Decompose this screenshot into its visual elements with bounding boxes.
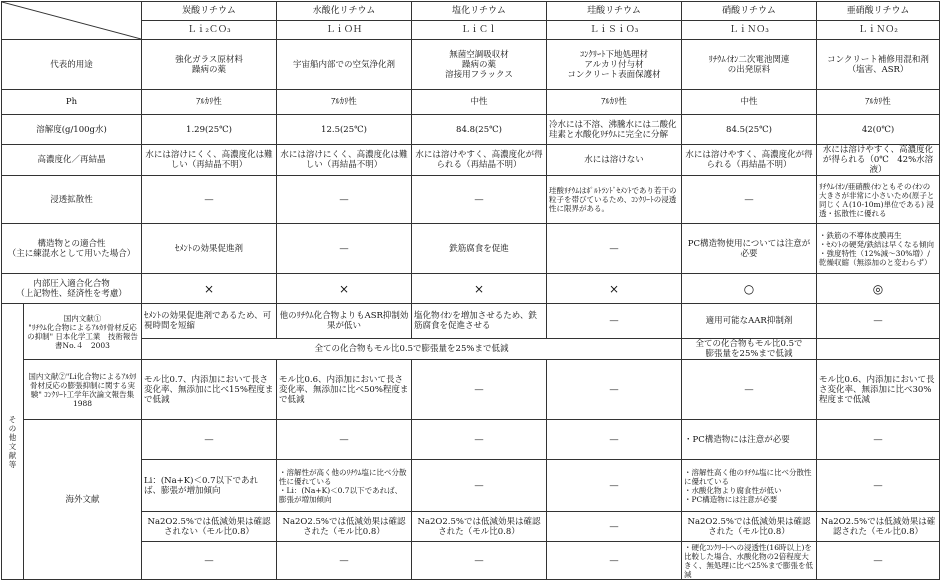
permeability-cell: 珪酸ﾘﾁｳﾑはﾎﾟﾙﾄﾗﾝﾄﾞｾﾒﾝﾄであり若干の粒子を帯びているため、ｺﾝｸﾘｰﾄの浸透性に限界がある。: [547, 176, 682, 224]
compound-formula: ＬｉＮＯ₂: [817, 21, 940, 40]
solubility-cell: 84.8(25℃): [412, 115, 547, 145]
row-label-compatibility: 構造物との適合性 （主に練混水として用いた場合）: [2, 224, 142, 274]
overseas-cell: Na2O2.5%では低減効果は確認された（モル比0.8）: [277, 512, 412, 542]
permeability-cell: ﾘﾁｳﾑｲｵﾝ/亜硝酸ｲｵﾝともそのｲｵﾝの大きさが非常に小さいため(原子と同じくＡ(10-10m)単位である) 浸透・拡散性に優れる: [817, 176, 940, 224]
ph-cell: ｱﾙｶﾘ性: [277, 90, 412, 115]
solubility-cell: 42(0℃): [817, 115, 940, 145]
permeability-cell: ―: [682, 176, 817, 224]
row-label-injection: 内部圧入適合化合物 （上記物性、経済性を考慮）: [2, 274, 142, 304]
domestic1-merged-summary-2: 全ての化合物もモル比0.5で 膨張量を25%まで低減: [682, 339, 817, 360]
compound-formula: ＬｉＮＯ₃: [682, 21, 817, 40]
row-label-ph: Ph: [2, 90, 142, 115]
overseas-cell: ―: [142, 420, 277, 460]
compound-name: 亜硝酸リチウム: [817, 2, 940, 21]
compound-formula: ＬｉＳｉＯ₃: [547, 21, 682, 40]
ph-cell: ｱﾙｶﾘ性: [817, 90, 940, 115]
permeability-cell: ―: [277, 176, 412, 224]
uses-cell: 宇宙船内部での空気浄化剤: [277, 40, 412, 90]
overseas-cell: ・溶解性高く他のﾘﾁｳﾑ塩に比べ分散性に優れている ・水酸化物より腐食性が低い ・PC構造物には注意が必要: [682, 460, 817, 512]
compound-name: 水酸化リチウム: [277, 2, 412, 21]
overseas-cell: Li：(Na+K)＜0.7以下であれば、膨張が増加傾向: [142, 460, 277, 512]
compound-name: 炭酸リチウム: [142, 2, 277, 21]
compound-name: 珪酸リチウム: [547, 2, 682, 21]
compatibility-cell: ｾﾒﾝﾄの効果促進剤: [142, 224, 277, 274]
compatibility-cell: 鉄筋腐食を促進: [412, 224, 547, 274]
overseas-cell: ―: [547, 460, 682, 512]
ph-cell: 中性: [682, 90, 817, 115]
injection-mark: ◎: [817, 274, 940, 304]
injection-mark: ○: [682, 274, 817, 304]
overseas-cell: Na2O2.5%では低減効果は確認された（モル比0.8）: [682, 512, 817, 542]
overseas-cell: ―: [412, 460, 547, 512]
overseas-cell: ―: [817, 460, 940, 512]
domestic1-cell: 他のﾘﾁｳﾑ化合物よりもASR抑制効果が低い: [277, 304, 412, 339]
ph-cell: ｱﾙｶﾘ性: [547, 90, 682, 115]
compatibility-cell: ・鉄筋の不導体皮膜再生 ・ｾﾒﾝﾄの硬発/鉄結は早くなる傾向 ・強度特性（12%減～30%増）/乾燥収縮（無添加のと変わらず）: [817, 224, 940, 274]
uses-cell: 無菌空調吸収材 躁病の薬 溶接用フラックス: [412, 40, 547, 90]
permeability-cell: ―: [412, 176, 547, 224]
overseas-cell: ・PC構造物には注意が必要: [682, 420, 817, 460]
compatibility-cell: ―: [277, 224, 412, 274]
domestic1-cell: 塩化物ｲｵﾝを増加させるため、鉄筋腐食を促進させる: [412, 304, 547, 339]
concentration-cell: 水には溶けやすく、高濃度化が得られる（再結晶不明）: [682, 145, 817, 176]
overseas-cell: ―: [412, 542, 547, 580]
row-label-concentration: 高濃度化／再結晶: [2, 145, 142, 176]
domestic2-cell: ―: [412, 360, 547, 420]
concentration-cell: 水には溶けやすく、高濃度化が得られる（再結晶不明）: [412, 145, 547, 176]
injection-mark: ×: [412, 274, 547, 304]
overseas-cell: Na2O2.5%では低減効果は確認された（モル比0.8）: [817, 512, 940, 542]
overseas-cell: ―: [547, 420, 682, 460]
overseas-cell: ―: [412, 420, 547, 460]
overseas-cell: ・硬化ｺﾝｸﾘｰﾄへの浸透性(16時以上)を比較した場合、水酸化物の2倍程度大きく、無処理に比べ25%まで膨張を低減: [682, 542, 817, 580]
overseas-cell: ―: [817, 420, 940, 460]
overseas-cell: ―: [547, 512, 682, 542]
row-label-permeability: 浸透拡散性: [2, 176, 142, 224]
domestic-literature-2-label: 国内文献②"Li化合物によるｱﾙｶﾘ骨材反応の膨張抑制に関する実験" ｺﾝｸﾘｰﾄ工学年次論文報告集1988: [24, 360, 142, 420]
compound-name: 硝酸リチウム: [682, 2, 817, 21]
concentration-cell: 水には溶けにくく、高濃度化は難しい（再結晶不明）: [142, 145, 277, 176]
overseas-literature-label: 海外文献: [24, 420, 142, 580]
domestic2-cell: ―: [547, 360, 682, 420]
concentration-cell: 水には溶けにくく、高濃度化は難しい（再結晶不明）: [277, 145, 412, 176]
domestic1-merged-summary: 全ての化合物もモル比0.5で膨張量を25%まで低減: [142, 339, 682, 360]
compound-name: 塩化リチウム: [412, 2, 547, 21]
lithium-compound-comparison-table: [1, 1, 940, 580]
domestic-literature-1-label: 国内文献① "ﾘﾁｳﾑ化合物によるｱﾙｶﾘ骨材反応の抑制" 日本化学工業 技術報告書No.４ 2003: [24, 304, 142, 360]
overseas-cell: ―: [547, 542, 682, 580]
domestic2-cell: ―: [682, 360, 817, 420]
injection-mark: ×: [142, 274, 277, 304]
solubility-cell: 冷水には不溶、沸騰水には二酸化珪素と水酸化ﾘﾁｳﾑに完全に分解: [547, 115, 682, 145]
compound-formula: Ｌｉ₂ＣＯ₃: [142, 21, 277, 40]
domestic2-cell: モル比0.7、内添加において長さ変化率、無添加に比べ15%程度まで低減: [142, 360, 277, 420]
domestic2-cell: モル比0.6、内添加において長さ変化率、無添加に比べ30%程度まで低減: [817, 360, 940, 420]
solubility-cell: 84.5(25℃): [682, 115, 817, 145]
domestic1-cell: ―: [547, 304, 682, 339]
compatibility-cell: PC構造物使用については注意が必要: [682, 224, 817, 274]
uses-cell: コンクリート補修用混和剤 （塩害、ASR）: [817, 40, 940, 90]
overseas-cell: Na2O2.5%では低減効果は確認された（モル比0.8）: [412, 512, 547, 542]
overseas-cell: ―: [277, 542, 412, 580]
injection-mark: ×: [547, 274, 682, 304]
overseas-cell: ・溶解性が高く他のﾘﾁｳﾑ塩に比べ分散性に優れている ・Li：(Na+K)＜0.7以下であれば、膨張が増加傾向: [277, 460, 412, 512]
domestic1-cell: ―: [817, 304, 940, 339]
compatibility-cell: ―: [547, 224, 682, 274]
compound-formula: ＬｉＣｌ: [412, 21, 547, 40]
injection-mark: ×: [277, 274, 412, 304]
permeability-cell: ―: [142, 176, 277, 224]
row-label-solubility: 溶解度(g/100g水): [2, 115, 142, 145]
compound-formula: ＬｉＯＨ: [277, 21, 412, 40]
uses-cell: 強化ガラス原材料 躁病の薬: [142, 40, 277, 90]
concentration-cell: 水には溶けない: [547, 145, 682, 176]
uses-cell: ﾘﾁｳﾑｲｵﾝ二次電池関連 の出発原料: [682, 40, 817, 90]
uses-cell: ｺﾝｸﾘｰﾄ下地処理材 アルカリ付与材 コンクリート表面保護材: [547, 40, 682, 90]
diagonal-line: [2, 2, 141, 39]
overseas-cell: ―: [142, 542, 277, 580]
domestic2-cell: モル比0.6、内添加において長さ変化率、無添加に比べ50%程度まで低減: [277, 360, 412, 420]
ph-cell: ｱﾙｶﾘ性: [142, 90, 277, 115]
ph-cell: 中性: [412, 90, 547, 115]
domestic1-cell: ｾﾒﾝﾄの効果促進剤であるため、可視時間を短縮: [142, 304, 277, 339]
row-label-uses: 代表的用途: [2, 40, 142, 90]
solubility-cell: 1.29(25℃): [142, 115, 277, 145]
header-corner-cell: [2, 2, 142, 40]
solubility-cell: 12.5(25℃): [277, 115, 412, 145]
domestic1-cell: 適用可能なAAR抑制剤: [682, 304, 817, 339]
overseas-cell: ―: [277, 420, 412, 460]
overseas-cell: Na2O2.5%では低減効果は確認されない（モル比0.8）: [142, 512, 277, 542]
concentration-cell: 水には溶けやすく、高濃度化が得られる（0℃ 42%水溶液）: [817, 145, 940, 176]
overseas-cell: ―: [817, 542, 940, 580]
domestic1-cell-empty: [817, 339, 940, 360]
other-literature-group-label: その他文献等: [2, 304, 24, 580]
